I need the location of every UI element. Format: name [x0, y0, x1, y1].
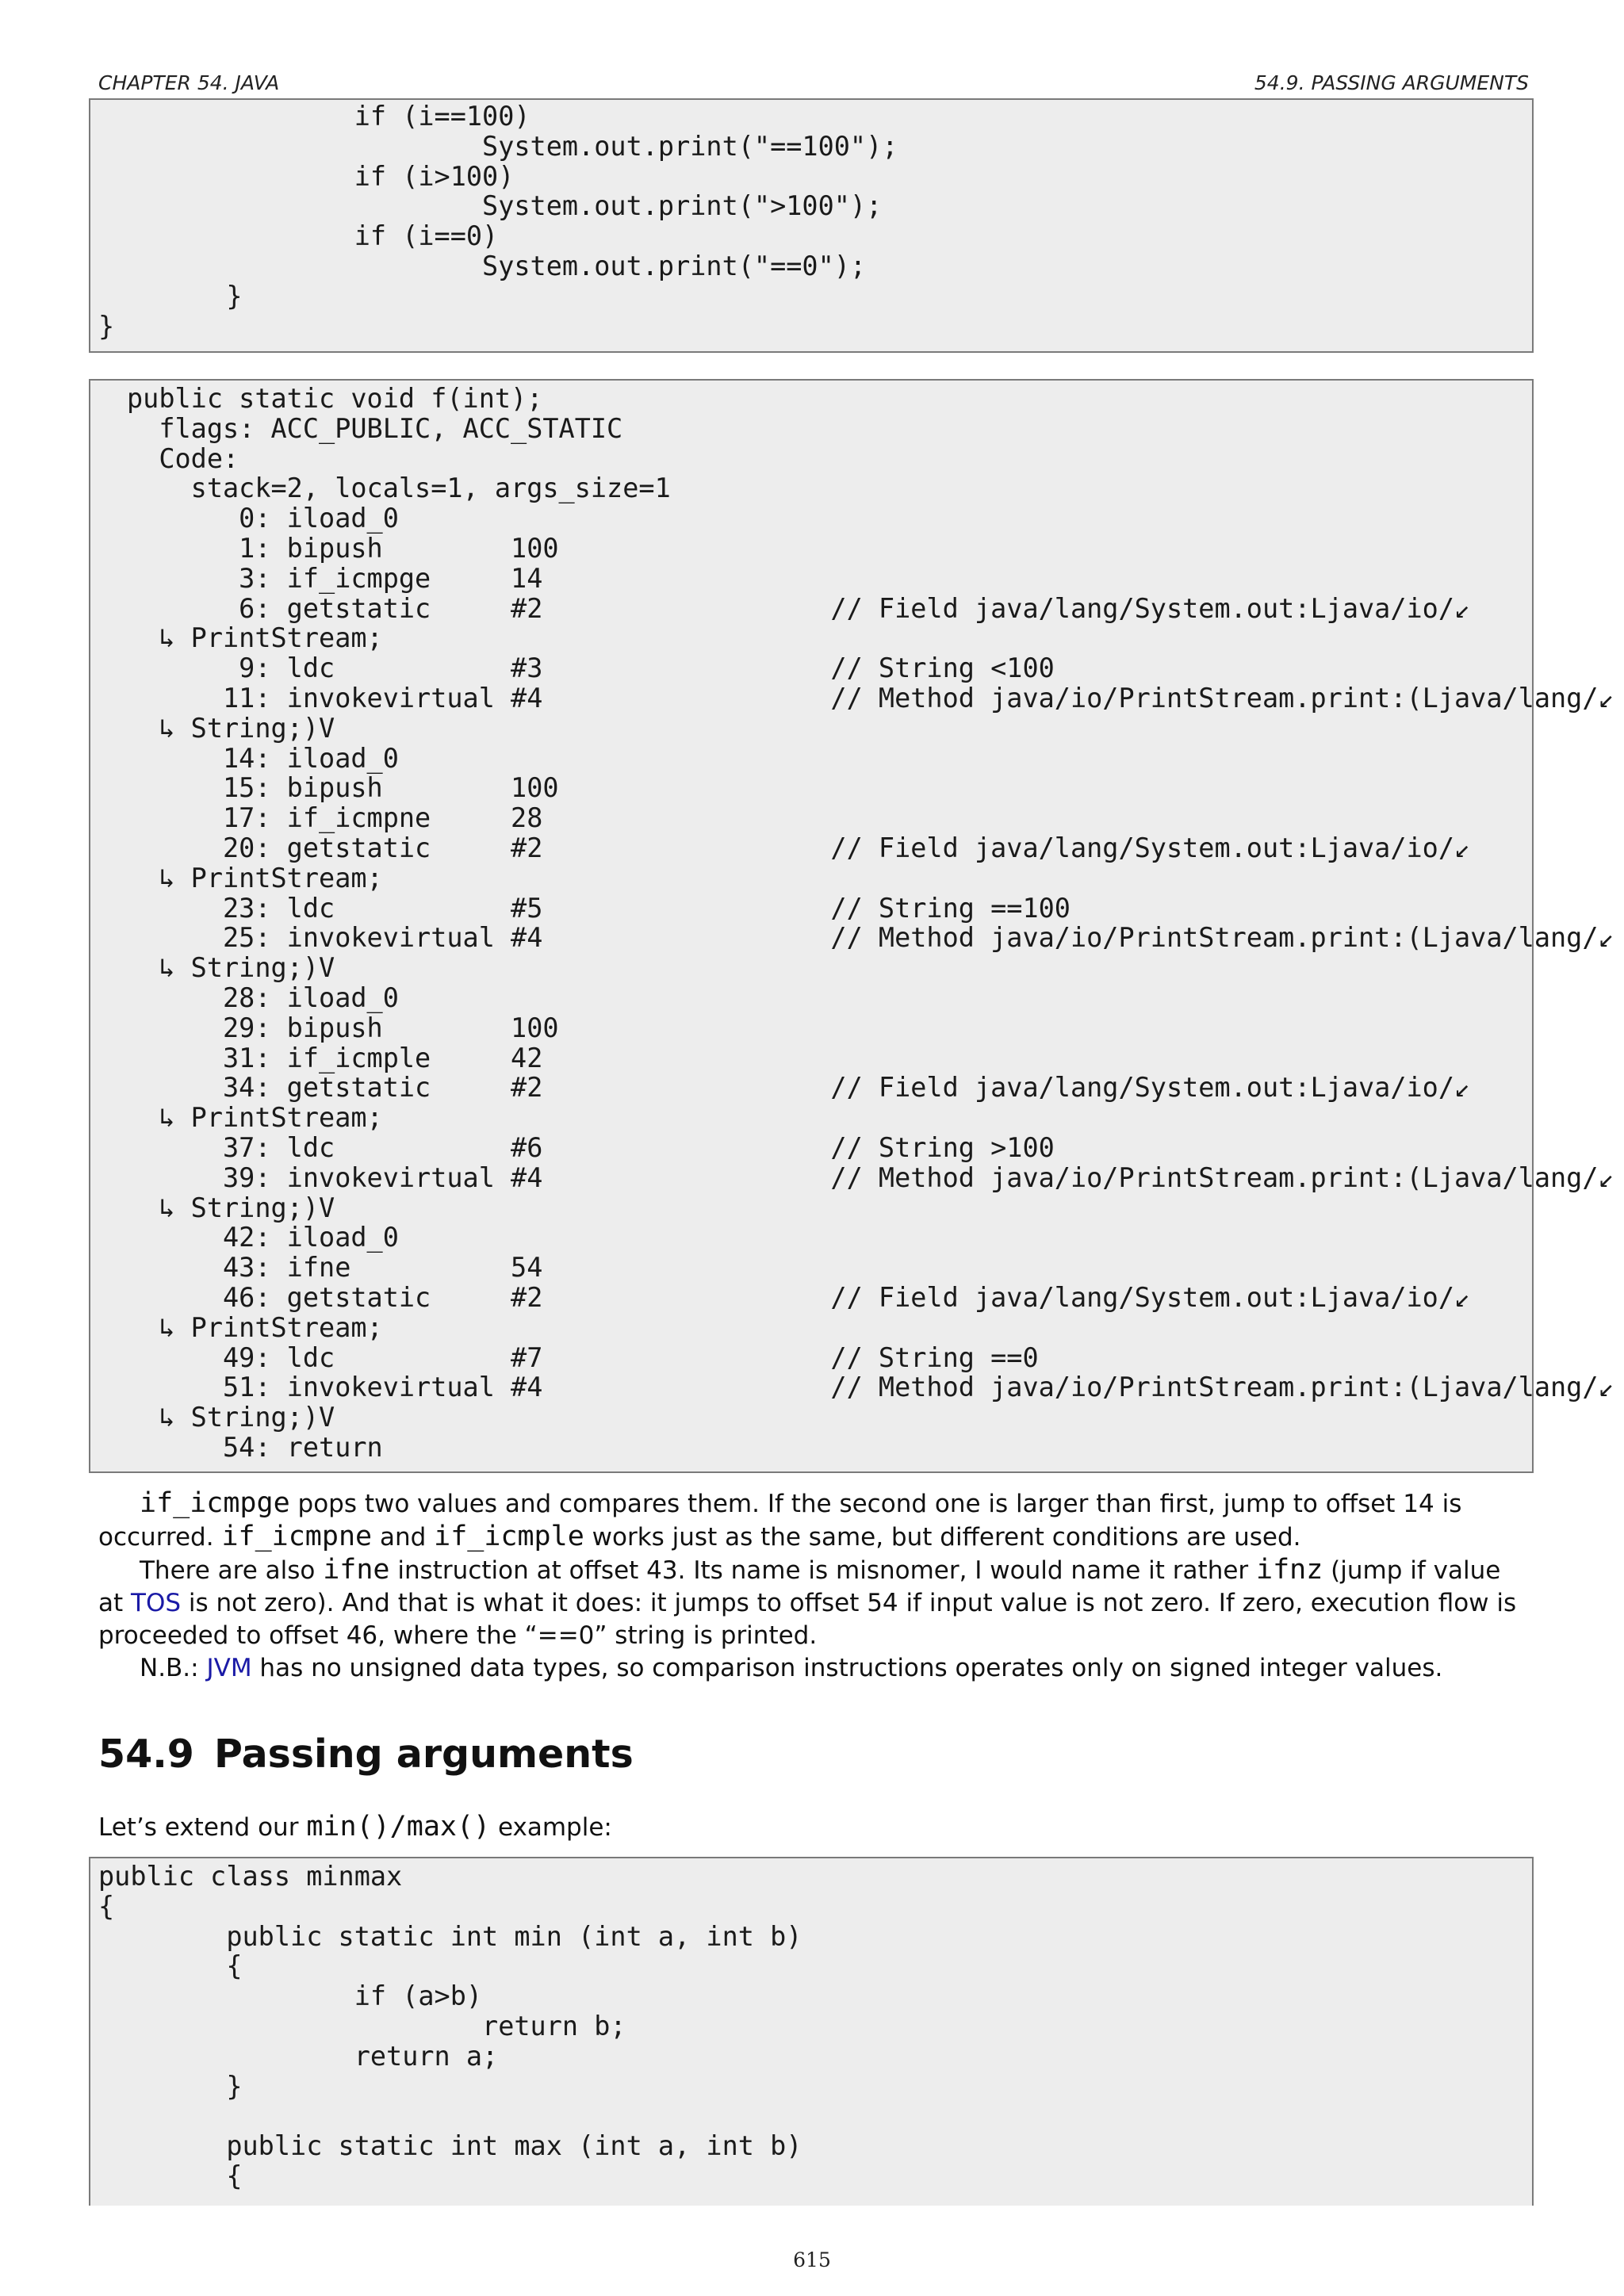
- code-lines: if (i==100) System.out.print("==100"); if (i>100) System.out.print(">100"); if (i==0) System.out.print("==0"); } }: [98, 101, 898, 342]
- code-listing-minmax: [89, 1857, 1534, 2206]
- text-run: works just as the same, but different conditions are used.: [584, 1523, 1301, 1552]
- code-lines: public class minmax { public static int min (int a, int b) { if (a>b) return b; return a; } public static int max (int a, int b) {: [98, 1861, 802, 2191]
- page-number: 615: [793, 2248, 831, 2271]
- running-header: [98, 70, 1529, 100]
- code-listing-bytecode: [89, 379, 1614, 1473]
- paragraph-note: [98, 1652, 1529, 1685]
- text-run: instruction at offset 43. Its name is misnomer, I would name it rather: [389, 1556, 1257, 1585]
- text-run: N.B.:: [140, 1654, 207, 1682]
- chapter-title: CHAPTER 54. JAVA: [98, 71, 280, 94]
- code-lines: public static void f(int); flags: ACC_PUBLIC, ACC_STATIC Code: stack=2, locals=1, args_size=1 0: iload_0 1: bipush 100 3: if_icmpge 14 6: getstatic #2 // Field java/lang/System.out:Ljava/io/↙ ↳ PrintStream; 9: ldc #3 // String <100 11: invokevirtual #4 // Method java/io/PrintStream.print:(Ljava/lang/↙ ↳ String;)V 14: iload_0 15: bipush 100 17: if_icmpne 28 20: getstatic #2 // Field java/lang/System.out:Ljava/io/↙ ↳ PrintStream; 23: ldc #5 // String ==100 25: invokevirtual #4 // Method java/io/PrintStream.print:(Ljava/lang/↙ ↳ String;)V 28: iload_0 29: bipush 100 31: if_icmple 42 34: getstatic #2 // Field java/lang/System.out:Ljava/io/↙ ↳ PrintStream; 37: ldc #6 // String >100 39: invokevirtual #4 // Method java/io/PrintStream.print:(Ljava/lang/↙ ↳ String;)V 42: iload_0 43: ifne 54 46: getstatic #2 // Field java/lang/System.out:Ljava/io/↙ ↳ PrintStream; 49: ldc #7 // String ==0 51: invokevirtual #4 // Method java/io/PrintStream.print:(Ljava/lang/↙ ↳ String;)V 54: return: [127, 383, 1614, 1463]
- text-run: (jump if value at: [98, 1556, 1501, 1617]
- section-running-title: 54.9. PASSING ARGUMENTS: [1254, 71, 1529, 94]
- text-run: pops two values and compares them. If the second one is larger than first, jump to offset 14 is occurred.: [98, 1490, 1462, 1552]
- section-number: 54.9: [98, 1732, 194, 1777]
- section-heading: [98, 1732, 634, 1777]
- inline-code: min()/max(): [306, 1811, 491, 1843]
- paragraph-ifne: [98, 1554, 1529, 1652]
- section-title: Passing arguments: [214, 1732, 634, 1777]
- text-run: example:: [490, 1813, 612, 1842]
- intro-text: [98, 1811, 1529, 1844]
- inline-code: ifne: [323, 1554, 390, 1586]
- code-listing-java-source: [89, 98, 1534, 353]
- text-run: Let’s extend our: [98, 1813, 307, 1842]
- glossary-link-tos[interactable]: TOS: [131, 1589, 182, 1617]
- text-run: There are also: [140, 1556, 324, 1585]
- inline-code: if_icmpge: [140, 1487, 290, 1519]
- text-run: is not zero). And that is what it does: it jumps to offset 54 if input value is not zero. If zero, execution flow is proceeded to offset 46, where the “==0” string is printed.: [98, 1589, 1517, 1650]
- explanation-text: [98, 1487, 1529, 1685]
- inline-code: if_icmpne: [221, 1521, 373, 1552]
- paragraph-extend: [98, 1811, 1529, 1844]
- glossary-link-jvm[interactable]: JVM: [206, 1654, 252, 1682]
- text-run: has no unsigned data types, so comparison instructions operates only on signed integer values.: [251, 1654, 1443, 1682]
- inline-code: if_icmple: [434, 1521, 584, 1552]
- paragraph-if-icmpge: [98, 1487, 1529, 1554]
- text-run: and: [372, 1523, 435, 1552]
- inline-code: ifnz: [1256, 1554, 1323, 1586]
